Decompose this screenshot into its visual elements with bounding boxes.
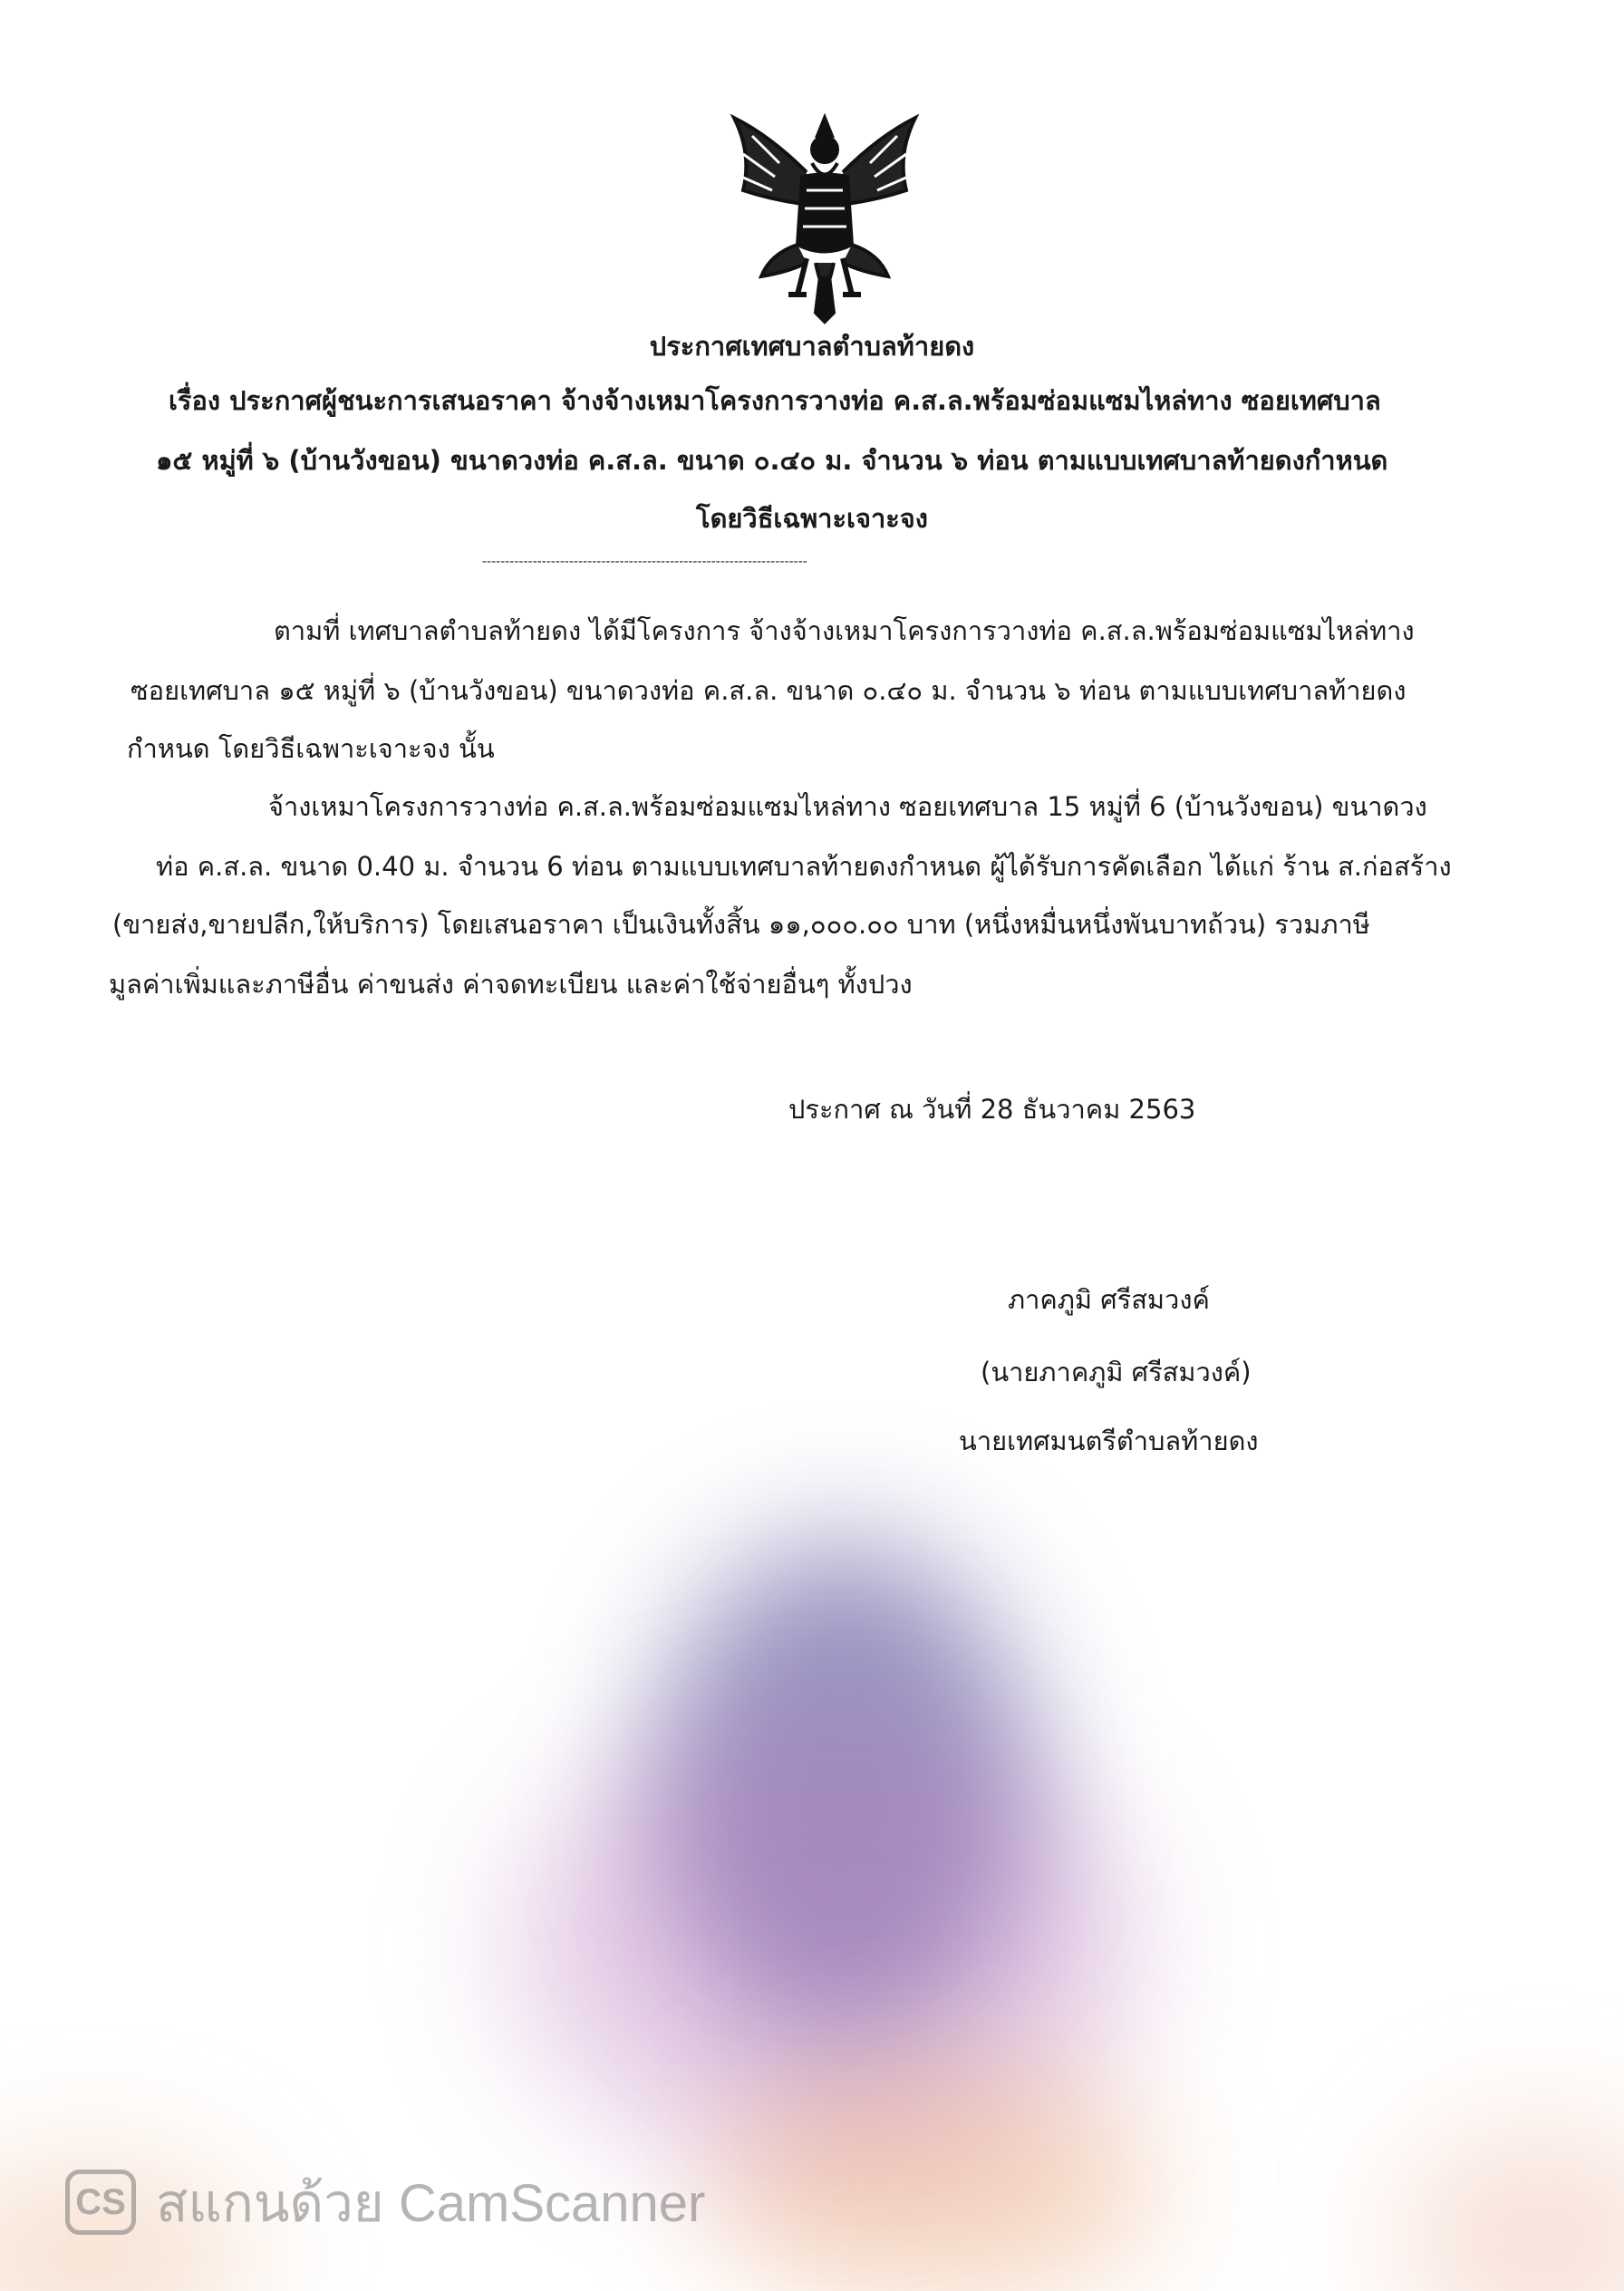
para2-line1: จ้างเหมาโครงการวางท่อ ค.ส.ล.พร้อมซ่อมแซมไหล่ทาง ซอยเทศบาล 15 หมู่ที่ 6 (บ้านวังขอน) ขนาดวง bbox=[268, 791, 1427, 822]
announcement-date: ประกาศ ณ วันที่ 28 ธันวาคม 2563 bbox=[788, 1094, 1196, 1125]
para1-line2: ซอยเทศบาล ๑๕ หมู่ที่ ๖ (บ้านวังขอน) ขนาดวงท่อ ค.ส.ล. ขนาด ๐.๔๐ ม. จำนวน ๖ ท่อน ตามแบบเทศบาลท้ายดง bbox=[130, 675, 1406, 706]
document-title: ประกาศเทศบาลตำบลท้ายดง bbox=[649, 331, 975, 362]
para1-line1: ตามที่ เทศบาลตำบลท้ายดง ได้มีโครงการ จ้างจ้างเหมาโครงการวางท่อ ค.ส.ล.พร้อมซ่อมแซมไหล่ทาง bbox=[274, 615, 1415, 646]
camscanner-logo-icon: CS bbox=[65, 2170, 136, 2235]
subject-line-2: ๑๕ หมู่ที่ ๖ (บ้านวังขอน) ขนาดวงท่อ ค.ส.ล. ขนาด ๐.๔๐ ม. จำนวน ๖ ท่อน ตามแบบเทศบาลท้ายดงกำหนด bbox=[156, 445, 1388, 476]
signature-full-name: (นายภาคภูมิ ศรีสมวงค์) bbox=[981, 1357, 1252, 1387]
header-separator: ----------------------------------------------------------------------- bbox=[482, 555, 807, 569]
scan-haze-blue bbox=[652, 1541, 1033, 2048]
para2-line2: ท่อ ค.ส.ล. ขนาด 0.40 ม. จำนวน 6 ท่อน ตามแบบเทศบาลท้ายดงกำหนด ผู้ได้รับการคัดเลือก ได้แก่ ร้าน ส.ก่อสร้าง bbox=[156, 851, 1452, 882]
signature-position: นายเทศมนตรีตำบลท้ายดง bbox=[959, 1426, 1259, 1456]
subject-line-1: เรื่อง ประกาศผู้ชนะการเสนอราคา จ้างจ้างเหมาโครงการวางท่อ ค.ส.ล.พร้อมซ่อมแซมไหล่ทาง ซอยเทศบาล bbox=[169, 385, 1381, 416]
para1-line3: กำหนด โดยวิธีเฉพาะเจาะจง นั้น bbox=[127, 733, 495, 764]
garuda-emblem-icon bbox=[716, 100, 933, 326]
para2-line3: (ขายส่ง,ขายปลีก,ให้บริการ) โดยเสนอราคา เป็นเงินทั้งสิ้น ๑๑,๐๐๐.๐๐ บาท (หนึ่งหมื่นหนึ่งพันบาทถ้วน) รวมภาษี bbox=[112, 909, 1370, 940]
camscanner-text: สแกนด้วย CamScanner bbox=[156, 2173, 706, 2233]
subject-line-3: โดยวิธีเฉพาะเจาะจง bbox=[696, 503, 928, 534]
signature-name: ภาคภูมิ ศรีสมวงค์ bbox=[1008, 1284, 1210, 1315]
camscanner-watermark bbox=[65, 2166, 705, 2238]
scan-haze-purple bbox=[508, 1722, 1142, 2175]
scan-haze-right bbox=[1396, 2121, 1624, 2291]
scan-haze-orange bbox=[707, 2066, 1160, 2291]
para2-line4: มูลค่าเพิ่มและภาษีอื่น ค่าขนส่ง ค่าจดทะเบียน และค่าใช้จ่ายอื่นๆ ทั้งปวง bbox=[109, 969, 913, 1000]
